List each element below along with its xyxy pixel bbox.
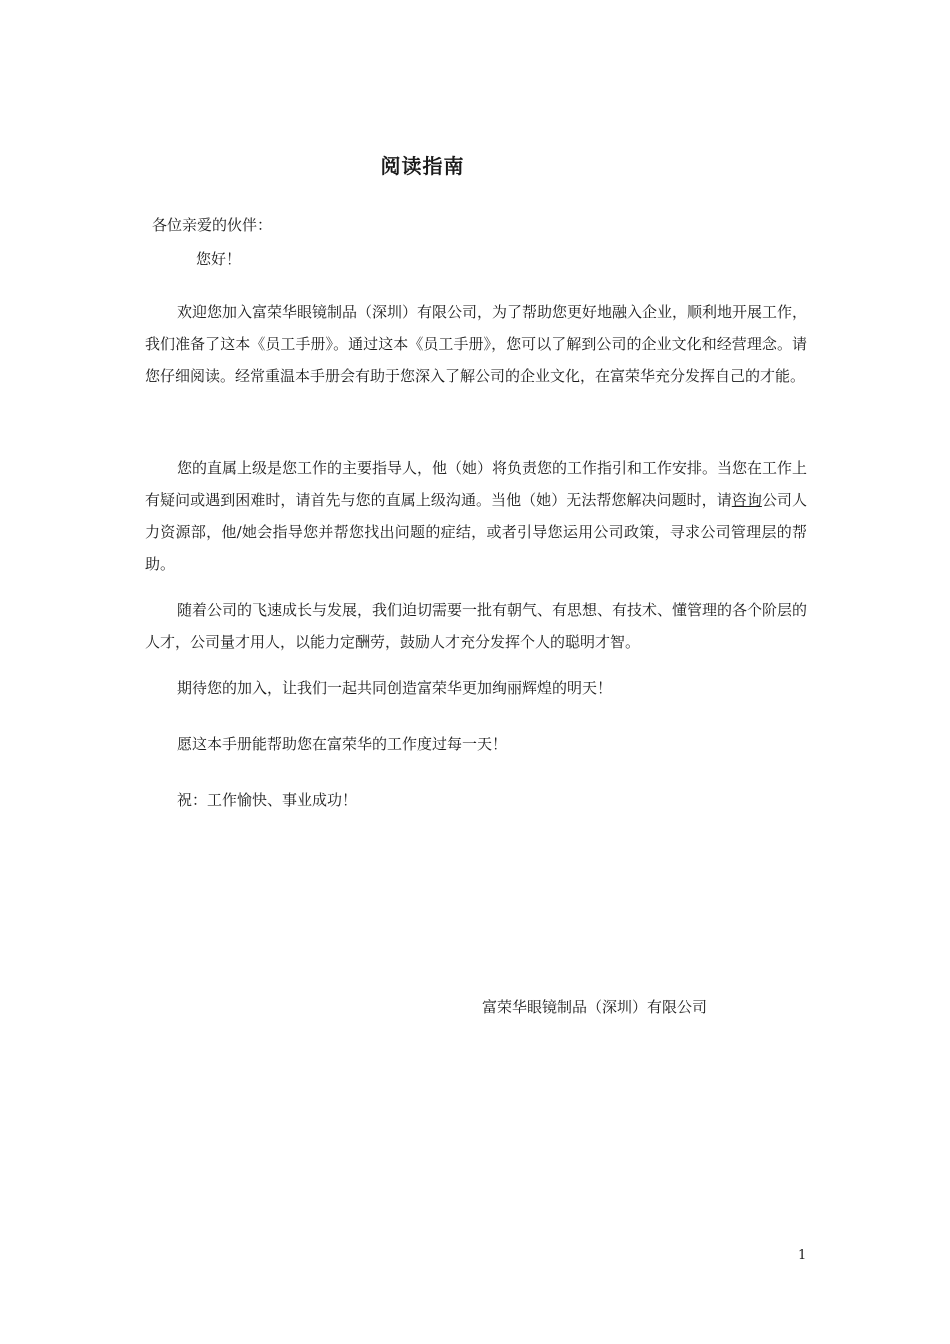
paragraph-wish: 愿这本手册能帮助您在富荣华的工作度过每一天！: [177, 735, 508, 753]
consult-underlined-text: 咨询: [731, 491, 762, 509]
paragraph-welcome: 欢迎您加入富荣华眼镜制品（深圳）有限公司，为了帮助您更好地融入企业，顺利地开展工作，我们准备了这本《员工手册》。通过这本《员工手册》，您可以了解到公司的企业文化和经营理念。请您仔细阅读。经常重温本手册会有助于您深入了解公司的企业文化，在富荣华充分发挥自己的才能。: [145, 303, 808, 385]
greeting-line: 各位亲爱的伙伴：: [152, 216, 273, 234]
salutation-line: 您好！: [196, 250, 242, 268]
paragraph-blessing: 祝：工作愉快、事业成功！: [177, 791, 358, 809]
paragraph-supervisor: [145, 452, 807, 580]
company-signature: 富荣华眼镜制品（深圳）有限公司: [482, 998, 708, 1016]
paragraph-supervisor-text-1: 您的直属上级是您工作的主要指导人，他（她）将负责您的工作指引和工作安排。当您在工作上有疑问或遇到困难时，请首先与您的直属上级沟通。当他（她）无法帮您解决问题时，请: [145, 459, 808, 509]
page-number: 1: [798, 1248, 807, 1263]
paragraph-supervisor-text-2: 公司人力资源部，他/她会指导您并帮您找出问题的症结，或者引导您运用公司政策，寻求公司管理层的帮助。: [145, 491, 807, 573]
page-title: 阅读指南: [380, 154, 465, 178]
paragraph-growth: 随着公司的飞速成长与发展，我们迫切需要一批有朝气、有思想、有技术、懂管理的各个阶层的人才，公司量才用人，以能力定酬劳，鼓励人才充分发挥个人的聪明才智。: [145, 601, 808, 651]
paragraph-expectation: 期待您的加入，让我们一起共同创造富荣华更加绚丽辉煌的明天！: [177, 679, 613, 697]
